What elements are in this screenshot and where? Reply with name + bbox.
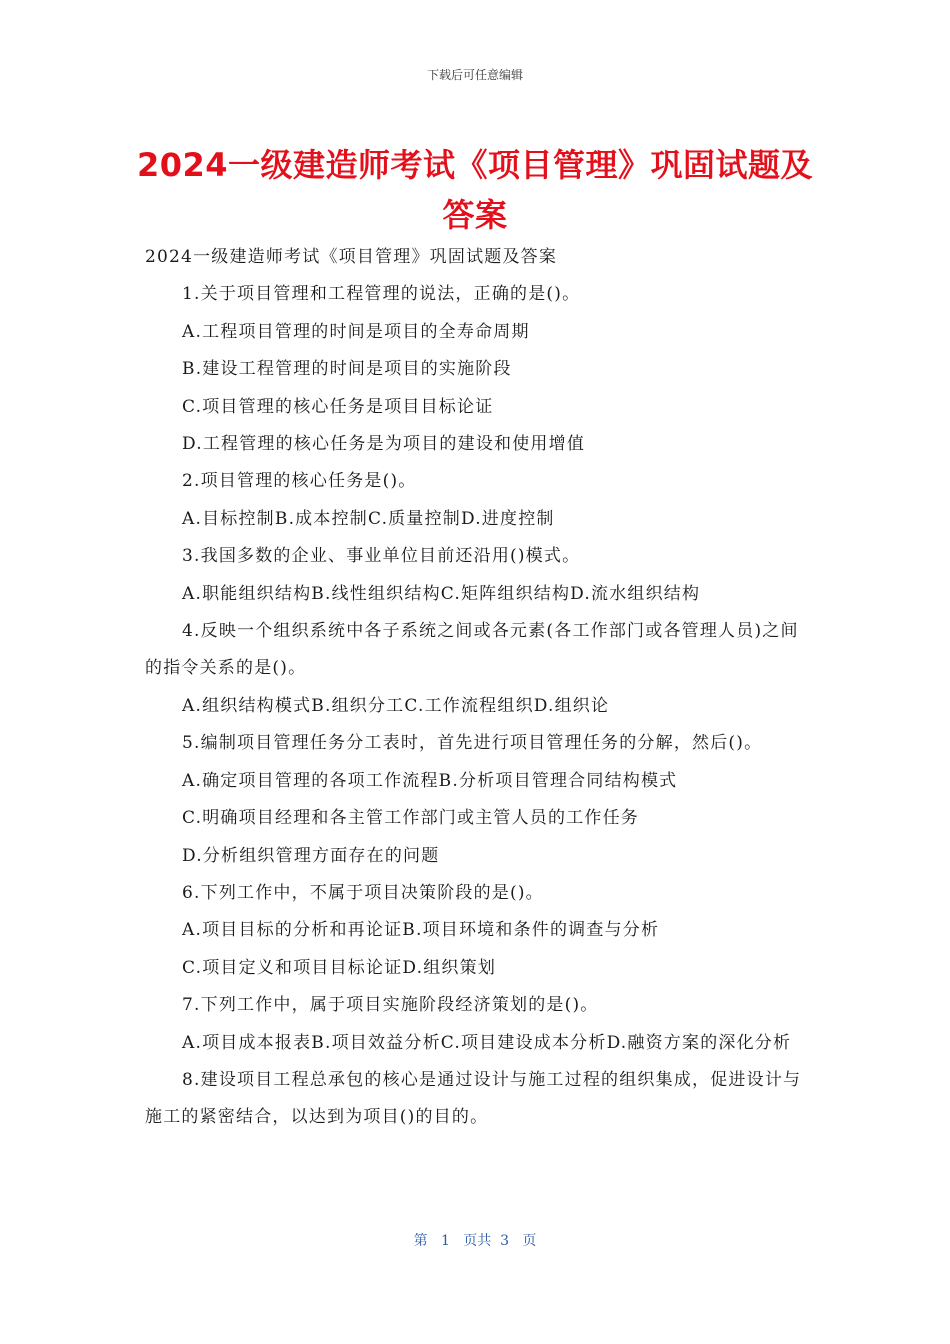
question-6: 6.下列工作中，不属于项目决策阶段的是()。 <box>182 882 544 903</box>
question-7: 7.下列工作中，属于项目实施阶段经济策划的是()。 <box>182 995 599 1016</box>
page-prefix: 第 <box>413 1233 428 1249</box>
question-5-options-ab: A.确定项目管理的各项工作流程B.分析项目管理合同结构模式 <box>182 770 678 791</box>
question-4: 4.反映一个组织系统中各子系统之间或各元素(各工作部门或各管理人员)之间的指令关系的是()。 <box>145 621 799 679</box>
question-1-option-c: C.项目管理的核心任务是项目目标论证 <box>182 396 494 417</box>
question-6-options-ab: A.项目目标的分析和再论证B.项目环境和条件的调查与分析 <box>182 920 660 941</box>
question-8: 8.建设项目工程总承包的核心是通过设计与施工过程的组织集成，促进设计与施工的紧密结合，以达到为项目()的目的。 <box>145 1069 802 1128</box>
question-1-option-a: A.工程项目管理的时间是项目的全寿命周期 <box>182 321 530 342</box>
question-7-options: A.项目成本报表B.项目效益分析C.项目建设成本分析D.融资方案的深化分析 <box>182 1032 792 1053</box>
question-3-options: A.职能组织结构B.线性组织结构C.矩阵组织结构D.流水组织结构 <box>182 583 701 604</box>
question-1-option-b: B.建设工程管理的时间是项目的实施阶段 <box>182 359 512 380</box>
question-2: 2.项目管理的核心任务是()。 <box>182 471 417 492</box>
question-3: 3.我国多数的企业、事业单位目前还沿用()模式。 <box>182 546 581 567</box>
intro-paragraph: 2024一级建造师考试《项目管理》巩固试题及答案 <box>145 247 558 267</box>
page-middle: 页共 <box>463 1233 492 1249</box>
question-5-option-d: D.分析组织管理方面存在的问题 <box>182 845 440 866</box>
page-suffix: 页 <box>522 1233 537 1249</box>
page-current: 1 <box>440 1233 450 1249</box>
question-5: 5.编制项目管理任务分工表时，首先进行项目管理任务的分解，然后()。 <box>182 733 763 754</box>
question-4-options: A.组织结构模式B.组织分工C.工作流程组织D.组织论 <box>182 695 610 716</box>
question-6-options-cd: C.项目定义和项目目标论证D.组织策划 <box>182 957 497 978</box>
page-total: 3 <box>500 1233 510 1249</box>
question-1: 1.关于项目管理和工程管理的说法，正确的是()。 <box>182 284 581 305</box>
page-footer <box>0 1230 950 1250</box>
question-5-option-c: C.明确项目经理和各主管工作部门或主管人员的工作任务 <box>182 808 640 829</box>
document-title: 2024一级建造师考试《项目管理》巩固试题及答案 <box>136 146 814 234</box>
question-1-option-d: D.工程管理的核心任务是为项目的建设和使用增值 <box>182 434 586 455</box>
document-body <box>145 239 807 1137</box>
question-2-options: A.目标控制B.成本控制C.质量控制D.进度控制 <box>182 508 555 529</box>
header-note: 下载后可任意编辑 <box>426 68 523 82</box>
